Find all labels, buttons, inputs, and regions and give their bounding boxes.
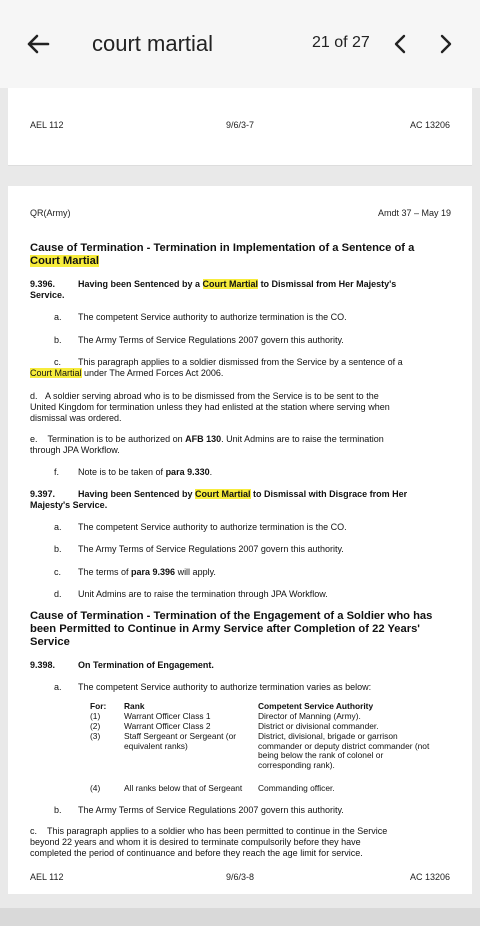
para-9-397-c: The terms of para 9.396 will apply.	[78, 567, 216, 577]
search-highlight: Court Martial	[195, 489, 251, 499]
footer-ref-left: AEL 112	[30, 120, 64, 130]
para-9-397-a: The competent Service authority to authorize termination is the CO.	[78, 522, 347, 532]
para-9-397-d: Unit Admins are to raise the termination through JPA Workflow.	[78, 589, 328, 599]
table-cell: District or divisional commander.	[258, 721, 379, 731]
search-highlight: Court Martial	[30, 368, 82, 378]
item-letter: f.	[54, 467, 60, 477]
table-header-rank: Rank	[124, 701, 145, 711]
search-query[interactable]: court martial	[92, 31, 214, 56]
footer-ref-right: AC 13206	[410, 872, 451, 882]
item-letter: c.	[54, 357, 62, 367]
footer-ref-right: AC 13206	[410, 120, 451, 130]
item-letter: b.	[54, 544, 62, 554]
para-9-396-b: The Army Terms of Service Regulations 2007 govern this authority.	[78, 335, 344, 345]
document-page	[8, 186, 472, 894]
para-9-398-c: c. This paragraph applies to a soldier who has been permitted to continue in the Service beyond 22 years and whom it is desired to terminate compulsorily before they have completed the period of continuance and before they reach the age limit for service.	[30, 826, 388, 858]
para-9-397-title: Having been Sentenced by Court Martial to Dismissal with Disgrace from Her	[78, 489, 408, 499]
para-9-396-d: d. A soldier serving abroad who is to be dismissed from the Service is to be sent to the United Kingdom for termination unless they had enlisted at the station where serving when dismissal was ordered.	[30, 391, 390, 423]
table-header-authority: Competent Service Authority	[258, 701, 374, 711]
match-counter: 21 of 27	[312, 34, 370, 51]
para-9-397-title-cont: Majesty's Service.	[30, 500, 108, 510]
search-bar	[0, 0, 480, 88]
item-letter: c.	[54, 567, 62, 577]
para-9-396-a: The competent Service authority to authorize termination is the CO.	[78, 312, 347, 322]
para-9-396-e: e. Termination is to be authorized on AFB 130. Unit Admins are to raise the termination through JPA Workflow.	[30, 434, 384, 455]
para-9-396-number: 9.396.	[30, 279, 56, 289]
table-cell: District, divisional, brigade or garrison commander or deputy district commander (not being below the rank of colonel or corresponding rank).	[258, 731, 430, 770]
item-letter: a.	[54, 682, 62, 692]
table-cell: (1)	[90, 711, 101, 721]
previous-page-footer	[8, 88, 472, 166]
para-9-396-title-cont: Service.	[30, 290, 65, 300]
search-highlight: Court Martial	[202, 279, 259, 289]
header-right: Amdt 37 – May 19	[378, 208, 452, 218]
footer-ref-left: AEL 112	[30, 872, 64, 882]
para-9-396-title: Having been Sentenced by a Court Martial to Dismissal from Her Majesty's	[78, 279, 397, 289]
footer-page-number: 9/6/3-7	[226, 120, 255, 130]
previous-match-icon[interactable]	[388, 30, 412, 58]
item-letter: a.	[54, 312, 62, 322]
item-letter: d.	[54, 589, 62, 599]
para-9-396-f: Note is to be taken of para 9.330.	[78, 467, 213, 477]
item-letter: b.	[54, 805, 62, 815]
footer-page-number: 9/6/3-8	[226, 872, 255, 882]
table-cell: (2)	[90, 721, 101, 731]
table-cell: Warrant Officer Class 2	[124, 721, 211, 731]
para-9-398-number: 9.398.	[30, 660, 56, 670]
table-cell: Commanding officer.	[258, 783, 335, 793]
table-cell: All ranks below that of Sergeant	[124, 783, 243, 793]
table-cell: (4)	[90, 783, 101, 793]
section-heading-1: Cause of Termination - Termination in Implementation of a Sentence of a Court Martial	[30, 242, 415, 267]
back-arrow-icon[interactable]	[22, 28, 54, 60]
para-9-397-number: 9.397.	[30, 489, 56, 499]
table-cell: Staff Sergeant or Sergeant (or equivalent ranks)	[124, 731, 237, 751]
table-cell: Warrant Officer Class 1	[124, 711, 211, 721]
para-9-398-title: On Termination of Engagement.	[78, 660, 214, 670]
item-letter: a.	[54, 522, 62, 532]
search-highlight: Court Martial	[30, 255, 99, 267]
table-cell: Director of Manning (Army).	[258, 711, 361, 721]
next-match-icon[interactable]	[434, 30, 458, 58]
section-heading-2: Cause of Termination - Termination of the Engagement of a Soldier who has been Permitted to Continue in Army Service after Completion of 22 Years' Service	[30, 610, 433, 648]
header-left: QR(Army)	[30, 208, 71, 218]
para-9-396-c-line2: Court Martial under The Armed Forces Act 2006.	[30, 368, 224, 378]
item-letter: b.	[54, 335, 62, 345]
para-9-398-b: The Army Terms of Service Regulations 2007 govern this authority.	[78, 805, 344, 815]
table-header-for: For:	[90, 701, 107, 711]
para-9-396-c-line1: This paragraph applies to a soldier dismissed from the Service by a sentence of a	[78, 357, 403, 367]
bottom-bar	[0, 908, 480, 926]
para-9-397-b: The Army Terms of Service Regulations 2007 govern this authority.	[78, 544, 344, 554]
table-cell: (3)	[90, 731, 101, 741]
para-9-398-a: The competent Service authority to authorize termination varies as below:	[78, 682, 372, 692]
